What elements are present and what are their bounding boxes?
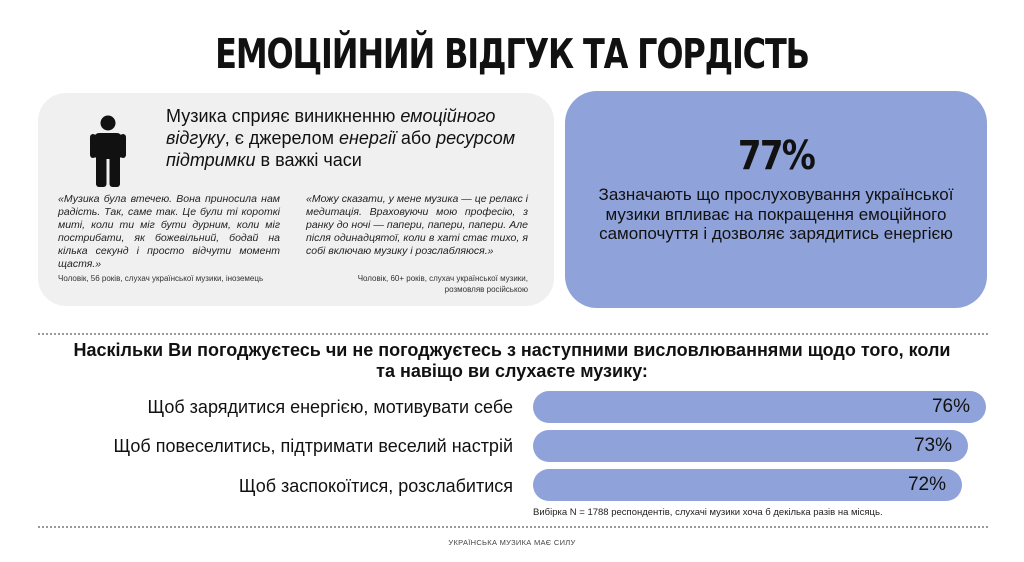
intro-text: Музика сприяє виникненню емоційного відгуку, є джерелом енергії або ресурсом підтримки в важкі часи — [166, 106, 516, 170]
page-title: ЕМОЦІЙНИЙ ВІДГУК ТА ГОРДІСТЬ — [215, 30, 809, 78]
bar-label-mood: Щоб повеселитись, підтримати веселий настрій — [113, 436, 513, 456]
bar-label-relax: Щоб заспокоїтися, розслабитися — [238, 476, 513, 496]
bar-value-mood: 73% — [913, 435, 952, 456]
stat-description: Зазначають що прослуховування української музики впливає на покращення емоційного самопочуття і дозволяє зарядитись енергією — [598, 185, 954, 243]
bar-mood — [533, 430, 968, 462]
intro-card — [38, 93, 554, 306]
bar-relax — [533, 469, 962, 501]
sample-note: Вибірка N = 1788 респондентів, слухачі музики хоча б декілька разів на місяць. — [533, 507, 883, 518]
stat-card — [565, 91, 987, 308]
stat-value: 77% — [737, 133, 815, 179]
bar-label-energy: Щоб зарядитися енергією, мотивувати себе — [147, 397, 513, 417]
quote-1: «Музика була втечею. Вона приносила нам радість. Так, саме так. Це були ті короткі миті, коли ти міг бути дурним, коли міг пострибати, як божевільний, бодай на кілька секунд і просто відчути момент щастя.» — [58, 193, 280, 270]
footer-text: УКРАЇНСЬКА МУЗИКА МАЄ СИЛУ — [448, 538, 576, 547]
survey-question: Наскільки Ви погоджуєтесь чи не погоджуєтесь з наступними висловлюваннями щодо того, коли та навіщо ви слухаєте музику: — [73, 340, 951, 381]
bar-value-energy: 76% — [931, 396, 970, 417]
bar-value-relax: 72% — [907, 474, 946, 495]
footer-divider — [38, 526, 988, 528]
section-divider — [38, 333, 988, 335]
bar-energy — [533, 391, 986, 423]
quote-2-attribution: Чоловік, 60+ років, слухач української музики, розмовляв російською — [357, 274, 528, 294]
quote-2: «Можу сказати, у мене музика — це релакс і медитація. Враховуючи мою професію, з ранку до ночі — папери, папери, папери. Але після одинадцятої, коли в хаті стає тихо, я собі включаю музику і розслабляюся.» — [306, 193, 528, 257]
quote-1-attribution: Чоловік, 56 років, слухач української музики, іноземець — [58, 274, 264, 283]
person-icon — [90, 115, 126, 187]
